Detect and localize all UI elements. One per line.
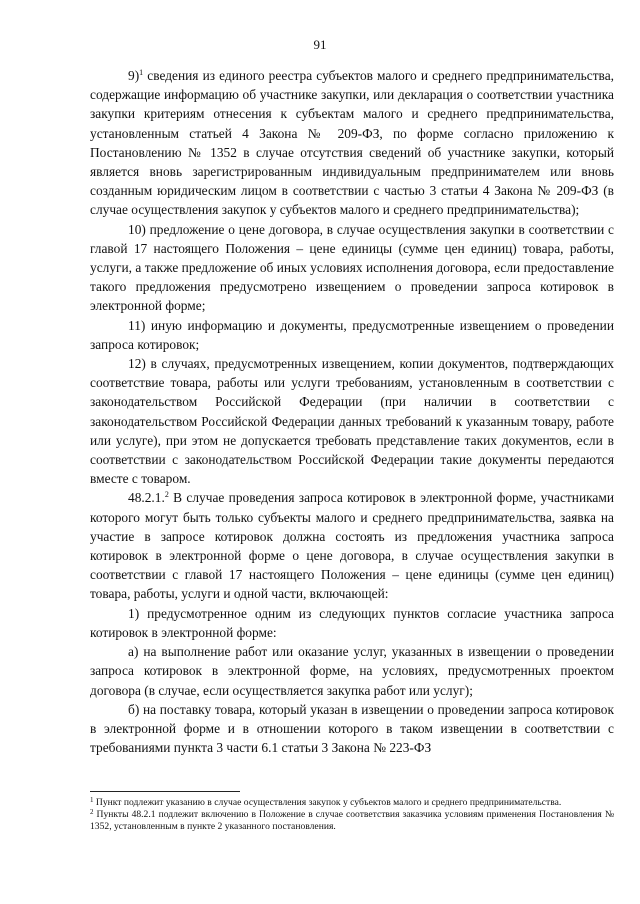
footnote-number: 1 — [90, 796, 94, 804]
paragraph-marker: 48.2.1. — [128, 490, 165, 506]
paragraph-item-9 — [90, 66, 614, 220]
footnote-separator — [90, 791, 240, 792]
paragraph-48-2-1 — [90, 488, 614, 603]
footnote-number: 2 — [90, 808, 94, 816]
footnote-ref-1: 1 — [139, 68, 144, 77]
paragraph-text: В случае проведения запроса котировок в электронной форме, участниками которого могут быть только субъекты малого и среднего предпринимательства, заявка на участие в запросе котировок должна состоять из предложения участника запроса котировок в электронной форме о цене договора, в случае осуществления закупки в соответствии с главой 17 настоящего Положения – цене единицы (сумме цен единиц) товара, работы, услуги и одной части, включающей: — [90, 490, 614, 602]
paragraph-item-12 — [90, 354, 614, 488]
footnotes — [90, 797, 614, 833]
paragraph-text: 11) иную информацию и документы, предусмотренные извещением о проведении запроса котировок; — [90, 317, 614, 352]
paragraph-marker: 9) — [128, 68, 140, 83]
paragraph-item-11 — [90, 316, 614, 354]
paragraph-text: сведения из единого реестра субъектов малого и среднего предпринимательства, содержащие информацию об участнике закупки, или декларация о соответствии участника закупки критериям отнесения к субъектам малого и среднего предпринимательства, установленным статьей 4 Закона № 209-ФЗ, по форме согласно приложению к Постановлению № 1352 в случае отсутствия сведений об участнике закупки, который является вновь зарегистрированным индивидуальным предпринимателем или вновь созданным юридическим лицом в соответствии с частью 3 статьи 4 Закона № 209-ФЗ (в случае осуществления закупок у субъектов малого и среднего предпринимательства); — [90, 68, 614, 218]
footnote-1 — [90, 797, 614, 809]
page-number: 91 — [313, 37, 327, 52]
footnote-ref-2: 2 — [164, 490, 169, 500]
paragraph-subitem-b — [90, 700, 614, 758]
paragraph-text: 12) в случаях, предусмотренных извещением, копии документов, подтверждающих соответствие товара, работы или услуги требованиям, установленным в соответствии с законодательством Российской Федерации (при наличии в соответствии с законодательством Российской Федерации данных требований к указанным товару, работе или услуге), при этом не допускается требовать представление таких документов, если в соответствии с законодательством Российской Федерации такие документы передаются вместе с товаром. — [90, 356, 614, 487]
footnote-2 — [90, 809, 614, 833]
paragraph-text: б) на поставку товара, который указан в извещении о проведении запроса котировок в электронной форме и в отношении которого в таком извещении в соответствии с требованиями пункта 3 части 6.1 статьи 3 Закона № 223-ФЗ — [90, 701, 614, 756]
paragraph-text: 1) предусмотренное одним из следующих пунктов согласие участника запроса котировок в электронной форме: — [90, 605, 614, 640]
body-text — [90, 66, 614, 757]
paragraph-subitem-a — [90, 642, 614, 700]
paragraph-text: а) на выполнение работ или оказание услуг, указанных в извещении о проведении запроса котировок в электронной форме, на условиях, предусмотренных проектом договора (в случае, если осуществляется закупка работ или услуг); — [90, 644, 614, 698]
paragraph-item-10 — [90, 220, 614, 316]
paragraph-subitem-1 — [90, 604, 614, 642]
paragraph-text: 10) предложение о цене договора, в случае осуществления закупки в соответствии с главой 17 настоящего Положения – цене единицы (сумме цен единиц) товара, работы, услуги, а также предложение об иных условиях исполнения договора, если предоставление такого предложения предусмотрено извещением о проведении запроса котировок в электронной форме; — [90, 221, 614, 314]
footnote-text: Пункт подлежит указанию в случае осуществления закупок у субъектов малого и среднего предпринимательства. — [93, 797, 562, 808]
footnote-text: Пункты 48.2.1 подлежит включению в Положение в случае соответствия заказчика условиям применения Постановления № 1352, установленным в пункте 2 указанного постановления. — [90, 809, 614, 832]
